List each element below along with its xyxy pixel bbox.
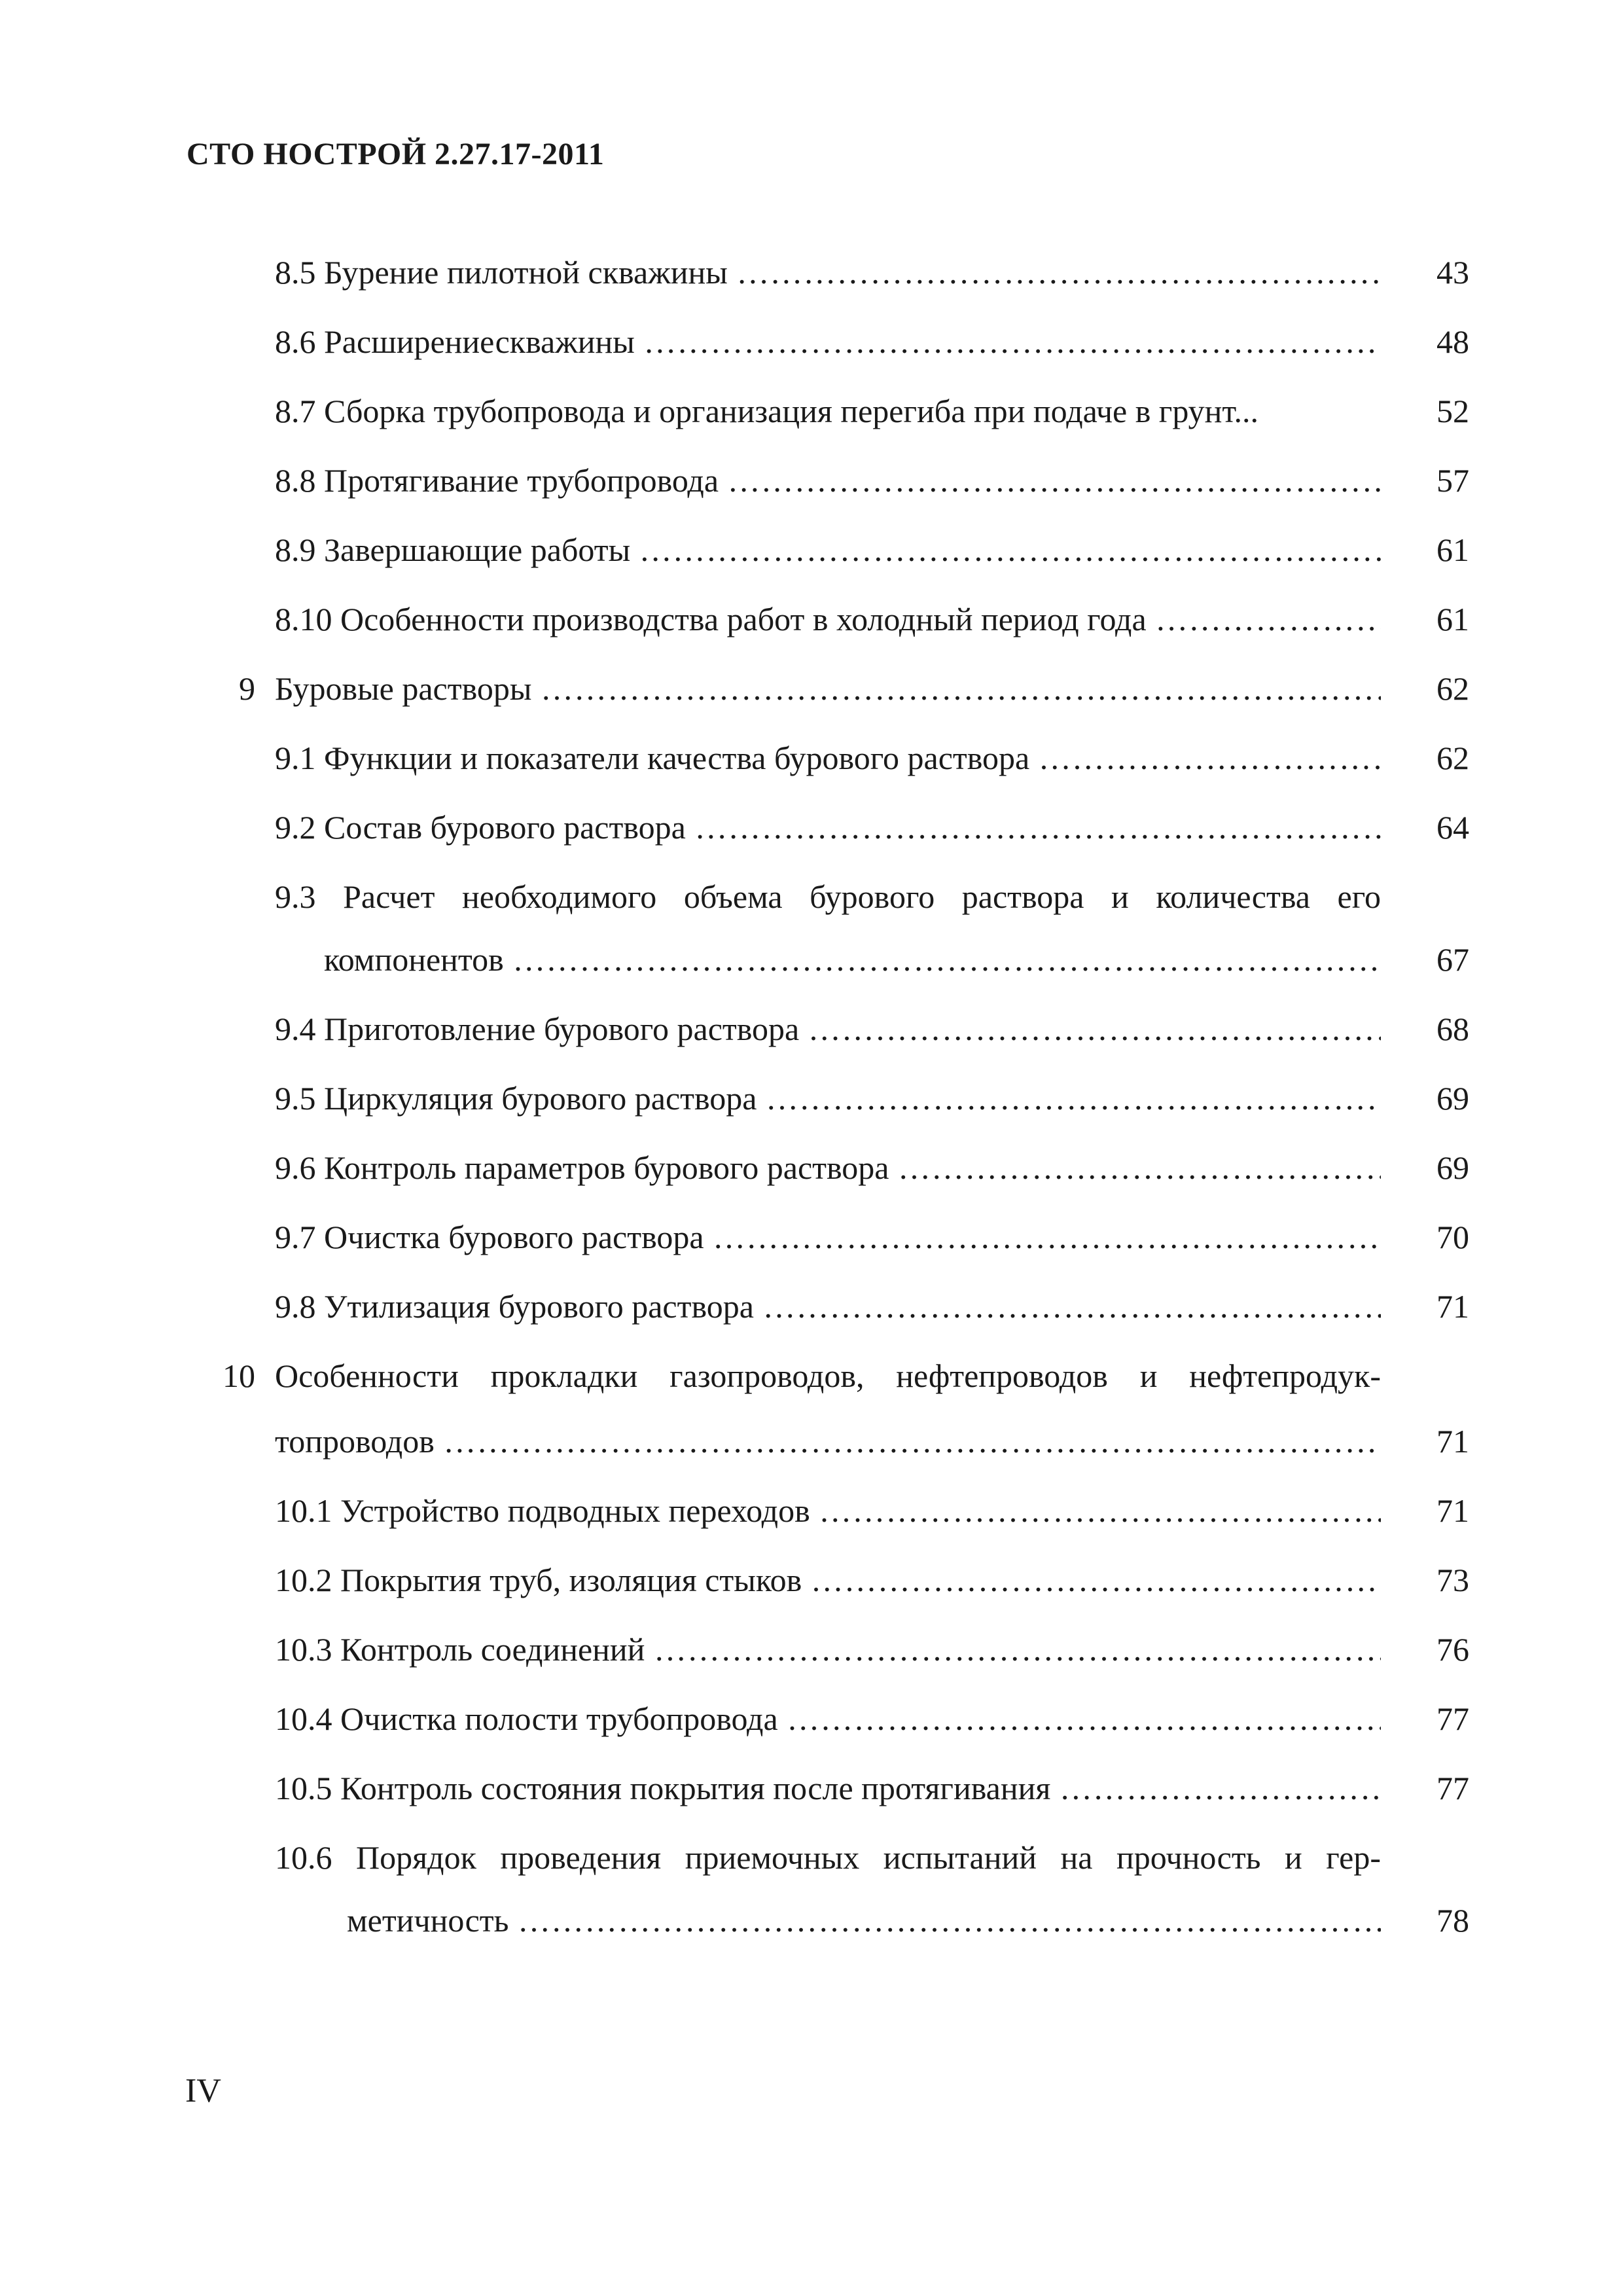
toc-title: 9.2 Состав бурового раствора …………………………………………………………………………………………………………………………… xyxy=(275,801,1381,853)
toc-entry xyxy=(0,1211,1623,1263)
toc-page: 67 xyxy=(1436,941,1469,978)
toc-entry xyxy=(0,870,1623,923)
toc-entry xyxy=(0,1280,1623,1333)
toc-entry xyxy=(0,1894,1623,1946)
toc-entry xyxy=(0,315,1623,368)
toc-entry xyxy=(0,1350,1623,1402)
toc-title: 10.4 Очистка полости трубопровода …………………………………………………………………………………………………………………………… xyxy=(275,1693,1381,1745)
toc-page: 70 xyxy=(1436,1219,1469,1255)
toc-title: 10.1 Устройство подводных переходов …………………………………………………………………………………………………………………………… xyxy=(275,1484,1381,1537)
toc-page: 52 xyxy=(1436,393,1469,429)
toc-title: 10.3 Контроль соединений …………………………………………………………………………………………………………………………… xyxy=(275,1623,1381,1676)
toc-title: Буровые растворы …………………………………………………………………………………………………………………………… xyxy=(275,662,1381,715)
toc-number: 9 xyxy=(239,670,255,707)
toc-page: 78 xyxy=(1436,1902,1469,1939)
toc-title: 9.1 Функции и показатели качества бурового раствора …………………………………………………………………………………………………………………………… xyxy=(275,732,1381,784)
document-header: СТО НОСТРОЙ 2.27.17-2011 xyxy=(187,137,605,171)
toc-entry xyxy=(0,1623,1623,1676)
toc-page: 48 xyxy=(1436,323,1469,360)
toc-title: Особенности прокладки газопроводов, нефтепроводов и нефтепродук- xyxy=(275,1357,1381,1394)
toc-entry xyxy=(0,1831,1623,1884)
toc-number: 10 xyxy=(223,1357,255,1394)
toc-page: 62 xyxy=(1436,740,1469,776)
toc-page: 69 xyxy=(1436,1080,1469,1117)
toc-page: 43 xyxy=(1436,254,1469,291)
page-number-roman: IV xyxy=(185,2072,221,2109)
toc-page: 68 xyxy=(1436,1011,1469,1047)
toc-page: 64 xyxy=(1436,809,1469,846)
toc-title: 9.8 Утилизация бурового раствора …………………………………………………………………………………………………………………………… xyxy=(275,1280,1381,1333)
toc-page: 77 xyxy=(1436,1700,1469,1737)
toc-title: 10.5 Контроль состояния покрытия после протягивания …………………………………………………………………………………………………………………………… xyxy=(275,1762,1381,1814)
toc-title: 9.4 Приготовление бурового раствора …………………………………………………………………………………………………………………………… xyxy=(275,1003,1381,1055)
toc-title: 8.6 Расширениескважины …………………………………………………………………………………………………………………………… xyxy=(275,315,1381,368)
toc-title: метичность …………………………………………………………………………………………………………………………… xyxy=(347,1894,1381,1946)
toc-entry xyxy=(0,1141,1623,1194)
toc-title: 9.6 Контроль параметров бурового раствора …………………………………………………………………………………………………………………………… xyxy=(275,1141,1381,1194)
toc-page: 69 xyxy=(1436,1149,1469,1186)
toc-entry xyxy=(0,1762,1623,1814)
toc-title: 8.8 Протягивание трубопровода …………………………………………………………………………………………………………………………… xyxy=(275,454,1381,507)
toc-page: 61 xyxy=(1436,531,1469,568)
toc-title: 8.9 Завершающие работы …………………………………………………………………………………………………………………………… xyxy=(275,524,1381,576)
toc-entry xyxy=(0,732,1623,784)
toc-title: 10.2 Покрытия труб, изоляция стыков …………………………………………………………………………………………………………………………… xyxy=(275,1554,1381,1606)
toc-title: 9.5 Циркуляция бурового раствора …………………………………………………………………………………………………………………………… xyxy=(275,1072,1381,1124)
toc-title: 8.7 Сборка трубопровода и организация перегиба при подаче в грунт... xyxy=(275,393,1259,429)
toc-title: 10.6 Порядок проведения приемочных испытаний на прочность и гер- xyxy=(275,1839,1381,1876)
toc-page: 71 xyxy=(1436,1288,1469,1325)
toc-title: 8.10 Особенности производства работ в холодный период года …………………………………………………………………………………………………………………………… xyxy=(275,593,1381,645)
toc-entry xyxy=(0,1415,1623,1467)
toc-entry xyxy=(0,1003,1623,1055)
toc-page: 71 xyxy=(1436,1492,1469,1529)
toc-page: 61 xyxy=(1436,601,1469,637)
toc-entry xyxy=(0,454,1623,507)
toc-entry xyxy=(0,385,1623,437)
toc-title: компонентов …………………………………………………………………………………………………………………………… xyxy=(324,933,1381,986)
toc-page: 62 xyxy=(1436,670,1469,707)
toc-entry xyxy=(0,1554,1623,1606)
toc-title: 9.3 Расчет необходимого объема бурового раствора и количества его xyxy=(275,878,1381,915)
toc-entry xyxy=(0,593,1623,645)
toc-entry xyxy=(0,1693,1623,1745)
toc-entry xyxy=(0,933,1623,986)
toc-title: 9.7 Очистка бурового раствора …………………………………………………………………………………………………………………………… xyxy=(275,1211,1381,1263)
toc-entry xyxy=(0,246,1623,298)
toc-page: 57 xyxy=(1436,462,1469,499)
toc-page: 76 xyxy=(1436,1631,1469,1668)
toc-page: 73 xyxy=(1436,1562,1469,1598)
toc-entry xyxy=(0,1484,1623,1537)
toc-title: 8.5 Бурение пилотной скважины …………………………………………………………………………………………………………………………… xyxy=(275,246,1381,298)
toc-entry xyxy=(0,524,1623,576)
toc-page: 77 xyxy=(1436,1770,1469,1806)
toc-page: 71 xyxy=(1436,1423,1469,1460)
toc-entry xyxy=(0,662,1623,715)
toc-entry xyxy=(0,801,1623,853)
toc-title: топроводов …………………………………………………………………………………………………………………………… xyxy=(275,1415,1381,1467)
toc-entry xyxy=(0,1072,1623,1124)
